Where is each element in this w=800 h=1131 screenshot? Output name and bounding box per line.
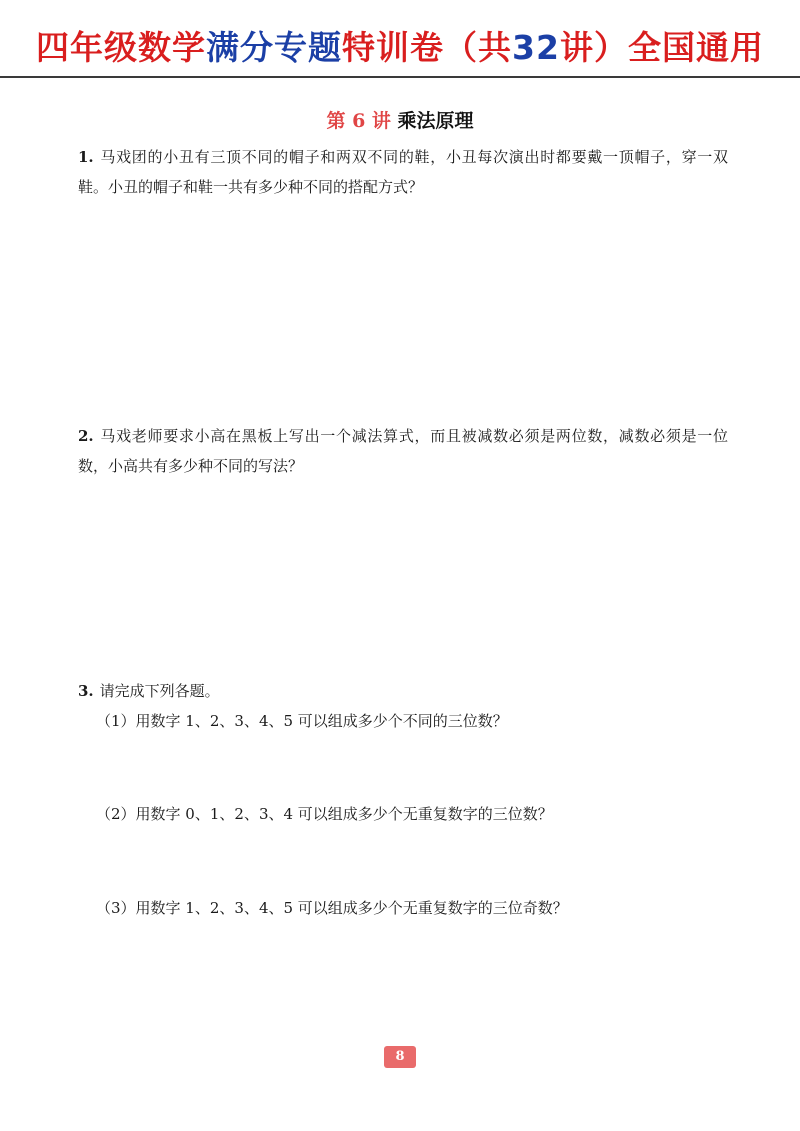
question-number: 3. xyxy=(78,682,94,700)
header-title-part: 讲）全国通用 xyxy=(559,28,764,67)
lecture-title xyxy=(0,106,800,133)
question-number: 2. xyxy=(78,427,94,445)
sub-question-2: （2）用数字 0、1、2、3、4 可以组成多少个无重复数字的三位数？ xyxy=(96,805,553,823)
sub-question-3: （3）用数字 1、2、3、4、5 可以组成多少个无重复数字的三位奇数？ xyxy=(96,899,568,917)
sub-question-1: （1）用数字 1、2、3、4、5 可以组成多少个不同的三位数？ xyxy=(96,712,508,730)
header-title-part: 满分专题 xyxy=(206,28,343,67)
question-text: 请完成下列各题。 xyxy=(99,682,220,700)
header-title-part: 四年级数学 xyxy=(36,28,207,67)
lecture-number: 第 6 讲 xyxy=(326,110,391,132)
question-number: 1. xyxy=(78,148,94,166)
question-text: 马戏老师要求小高在黑板上写出一个减法算式，而且被减数必须是两位数，减数必须是一位数，小高共有多少种不同的写法？ xyxy=(78,427,728,475)
question-1 xyxy=(78,142,728,202)
question-2 xyxy=(78,421,728,481)
header-title-part: 32 xyxy=(512,28,560,67)
header-title-part: 特训卷（共 xyxy=(342,28,513,67)
header-divider xyxy=(0,76,800,78)
header-title xyxy=(0,22,800,69)
lecture-name: 乘法原理 xyxy=(397,110,474,132)
question-text: 马戏团的小丑有三顶不同的帽子和两双不同的鞋，小丑每次演出时都要戴一顶帽子，穿一双鞋。小丑的帽子和鞋一共有多少种不同的搭配方式？ xyxy=(78,148,728,196)
question-3 xyxy=(78,676,728,706)
page-header xyxy=(0,0,800,78)
page-number-badge: 8 xyxy=(384,1046,416,1068)
